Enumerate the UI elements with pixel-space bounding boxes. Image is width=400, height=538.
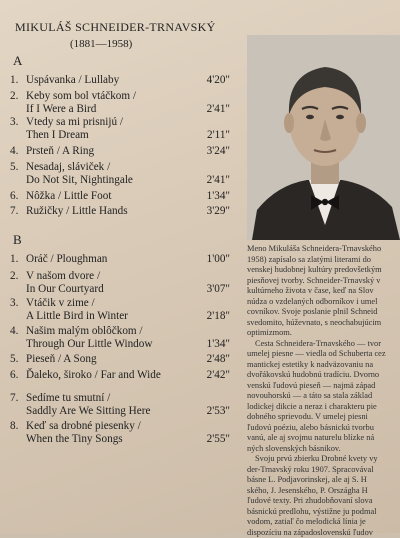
track-number: 5. bbox=[10, 161, 24, 174]
track-number: 5. bbox=[10, 353, 24, 366]
track-title-line1: Nôžka / Little Foot bbox=[26, 190, 111, 202]
track-duration: 3'07" bbox=[207, 283, 230, 296]
biography-line: piesňovej tvorby. Schneider-Trnavský v bbox=[247, 276, 400, 287]
track-number: 3. bbox=[10, 116, 24, 129]
track-title bbox=[26, 420, 141, 446]
track-number: 4. bbox=[10, 145, 24, 158]
track-title-line2: In Our Courtyard bbox=[26, 283, 104, 296]
biography-line: 1958) zapísalo sa zlatými literami do bbox=[247, 255, 400, 266]
biography-line: optimizmom. bbox=[247, 328, 400, 339]
track-title bbox=[26, 161, 133, 187]
track-number: 1. bbox=[10, 253, 24, 266]
track-duration: 2'18" bbox=[207, 310, 230, 323]
biography-line: umelej piesne — viedla od Schuberta cez bbox=[247, 349, 400, 360]
track-duration: 2'41" bbox=[207, 174, 230, 187]
track-title-line1: V našom dvore / bbox=[26, 270, 100, 282]
track-duration: 1'34" bbox=[207, 338, 230, 351]
composer-name: MIKULÁŠ SCHNEIDER-TRNAVSKÝ bbox=[15, 20, 216, 35]
track-title bbox=[26, 74, 119, 87]
track-title-line1: Keď sa drobné piesenky / bbox=[26, 420, 141, 432]
track-title-line2: When the Tiny Songs bbox=[26, 433, 141, 446]
track-title bbox=[26, 90, 136, 116]
track-title bbox=[26, 190, 111, 203]
track-duration: 3'29" bbox=[207, 205, 230, 218]
track-number: 1. bbox=[10, 74, 24, 87]
track-title-line1: Vtedy sa mi prisnijú / bbox=[26, 116, 123, 128]
biography-line: dispozíciu na západoslovenskú ľudov bbox=[247, 528, 400, 538]
track-title bbox=[26, 392, 150, 418]
biography-line: dvořákovskú hudobnú tradíciu. Dvorno bbox=[247, 370, 400, 381]
biography-line: covníkov. Svoje poslanie plnil Schneid bbox=[247, 307, 400, 318]
track-title-line1: Našim malým oblôčkom / bbox=[26, 325, 143, 337]
biography-line: Meno Mikuláša Schneidera-Trnavského bbox=[247, 244, 400, 255]
track-duration: 3'24" bbox=[207, 145, 230, 158]
track-duration: 1'00" bbox=[207, 253, 230, 266]
track-title-line2: Saddly Are We Sitting Here bbox=[26, 405, 150, 418]
track-title-line2: Do Not Sit, Nightingale bbox=[26, 174, 133, 187]
track-title-line1: Oráč / Ploughman bbox=[26, 253, 107, 265]
track-title bbox=[26, 205, 128, 218]
biography-line: venskej hudobnej kultúry predovšetkým bbox=[247, 265, 400, 276]
track-number: 3. bbox=[10, 297, 24, 310]
biography-line: kultúrneho života v čase, keď na Slov bbox=[247, 286, 400, 297]
track-title-line1: Pieseň / A Song bbox=[26, 353, 97, 365]
track-duration: 2'48" bbox=[207, 353, 230, 366]
track-number: 7. bbox=[10, 205, 24, 218]
biography-line: venskú ľudovú pieseň — najmä západ bbox=[247, 381, 400, 392]
track-title-line1: Keby som bol vtáčkom / bbox=[26, 90, 136, 102]
track-number: 2. bbox=[10, 270, 24, 283]
biography-line: ského, J. Jesenského, P. Országha H bbox=[247, 486, 400, 497]
track-title-line1: Sedíme tu smutní / bbox=[26, 392, 110, 404]
track-duration: 2'11" bbox=[207, 129, 230, 142]
track-duration: 2'42" bbox=[207, 369, 230, 382]
biography-line: dobného sprievodu. V umelej piesni bbox=[247, 412, 400, 423]
portrait-illustration bbox=[247, 35, 400, 240]
track-title-line2: A Little Bird in Winter bbox=[26, 310, 128, 323]
track-title-line1: Ružičky / Little Hands bbox=[26, 205, 128, 217]
track-title-line2: Then I Dream bbox=[26, 129, 123, 142]
track-title bbox=[26, 297, 128, 323]
biography-line: Svoju prvú zbierku Drobné kvety vy bbox=[247, 454, 400, 465]
track-title-line1: Ďaleko, široko / Far and Wide bbox=[26, 369, 161, 381]
track-title bbox=[26, 253, 107, 266]
biography-line: núdza o vzdelaných odborníkov i umel bbox=[247, 297, 400, 308]
biography-line: vodom, zatiaľ čo melodická línia je bbox=[247, 517, 400, 528]
biography-line: der-Trnavský roku 1907. Spracovával bbox=[247, 465, 400, 476]
track-duration: 4'20" bbox=[207, 74, 230, 87]
biography-text bbox=[247, 244, 400, 538]
track-number: 8. bbox=[10, 420, 24, 433]
biography-line: ľudovú poéziu, alebo básnickú tvorbu bbox=[247, 423, 400, 434]
track-number: 2. bbox=[10, 90, 24, 103]
track-title bbox=[26, 116, 123, 142]
track-title-line1: Prsteň / A Ring bbox=[26, 145, 94, 157]
track-title-line1: Vtáčik v zime / bbox=[26, 297, 95, 309]
biography-line: ľudové texty. Pri zhudobňovaní slova bbox=[247, 496, 400, 507]
track-number: 6. bbox=[10, 369, 24, 382]
biography-line: ných slovenských básnikov. bbox=[247, 444, 400, 455]
track-title-line1: Uspávanka / Lullaby bbox=[26, 74, 119, 86]
track-title bbox=[26, 325, 152, 351]
biography-line: mantickej estetiky k nadväzovaniu na bbox=[247, 360, 400, 371]
biography-line: básnickú predlohu, výstižne ju podmal bbox=[247, 507, 400, 518]
biography-line: básne L. Podjavorinskej, ale aj S. H bbox=[247, 475, 400, 486]
track-title bbox=[26, 369, 161, 382]
track-duration: 2'55" bbox=[207, 433, 230, 446]
track-duration: 1'34" bbox=[207, 190, 230, 203]
track-title-line2: If I Were a Bird bbox=[26, 103, 136, 116]
composer-portrait-photo bbox=[247, 35, 400, 240]
track-title bbox=[26, 270, 104, 296]
biography-line: lodickej dikcie a neraz i charakteru pie bbox=[247, 402, 400, 413]
biography-line: novouhorskú — a táto sa stala základ bbox=[247, 391, 400, 402]
track-number: 6. bbox=[10, 190, 24, 203]
track-title bbox=[26, 145, 94, 158]
biography-line: vanú, ale aj svojmu naturelu blízke ná bbox=[247, 433, 400, 444]
track-number: 4. bbox=[10, 325, 24, 338]
composer-years: (1881—1958) bbox=[70, 38, 132, 50]
side-b-label: B bbox=[13, 232, 22, 248]
track-title-line1: Nesadaj, sláviček / bbox=[26, 161, 110, 173]
track-title-line2: Through Our Little Window bbox=[26, 338, 152, 351]
track-title bbox=[26, 353, 97, 366]
track-duration: 2'53" bbox=[207, 405, 230, 418]
track-number: 7. bbox=[10, 392, 24, 405]
biography-line: Cesta Schneidera-Trnavského — tvor bbox=[247, 339, 400, 350]
side-a-label: A bbox=[13, 53, 22, 69]
track-duration: 2'41" bbox=[207, 103, 230, 116]
biography-line: svedomito, húževnato, s neochabujúcim bbox=[247, 318, 400, 329]
